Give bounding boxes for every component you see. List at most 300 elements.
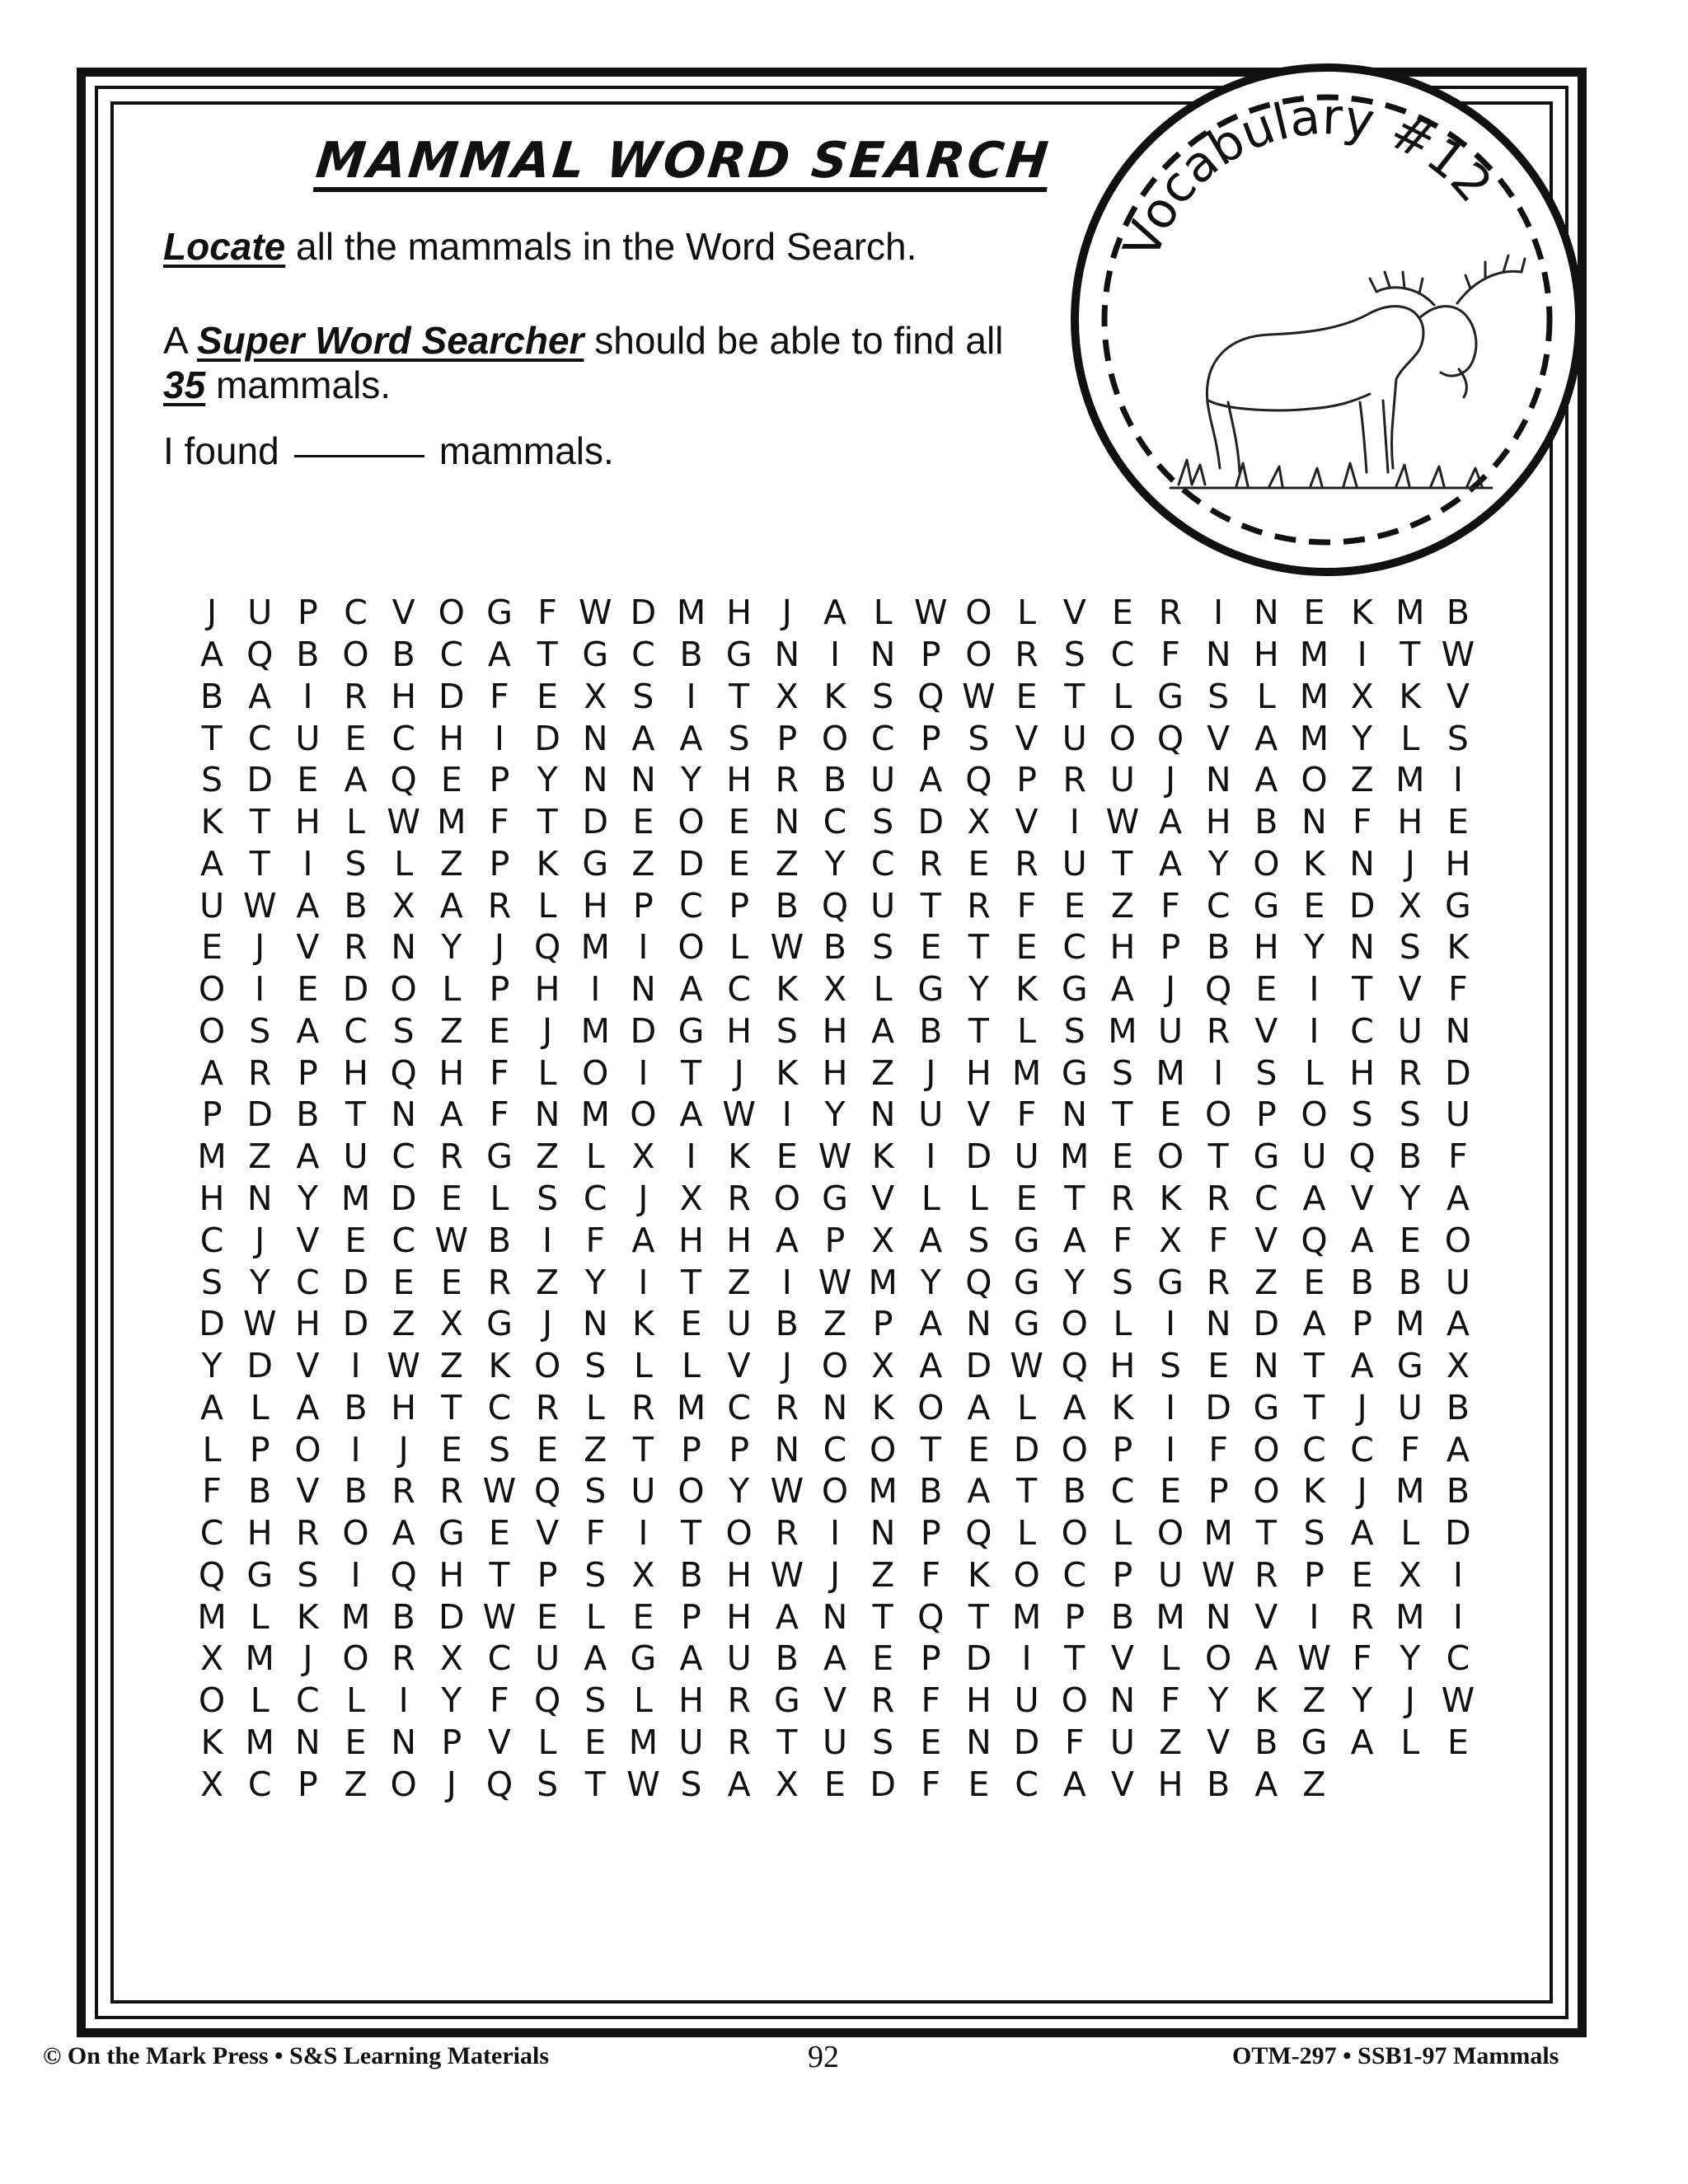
grid-letter[interactable]: O [1253, 1429, 1280, 1469]
grid-letter[interactable]: E [297, 969, 319, 1010]
grid-letter[interactable]: P [1352, 1304, 1372, 1344]
grid-letter[interactable]: I [638, 927, 649, 968]
grid-letter[interactable]: Q [485, 1764, 513, 1804]
grid-letter[interactable]: H [246, 1513, 273, 1554]
grid-letter[interactable]: P [872, 1304, 893, 1344]
grid-letter[interactable]: B [823, 927, 847, 968]
grid-letter[interactable]: U [199, 885, 225, 926]
grid-letter[interactable]: E [1111, 593, 1133, 633]
grid-letter[interactable]: K [967, 1554, 990, 1595]
grid-letter[interactable]: E [1303, 1262, 1325, 1302]
grid-letter[interactable]: B [775, 1638, 799, 1679]
grid-letter[interactable]: E [920, 1722, 942, 1762]
grid-letter[interactable]: I [1309, 969, 1320, 1010]
grid-letter[interactable]: B [200, 676, 224, 716]
grid-letter[interactable]: A [200, 1387, 224, 1427]
grid-letter[interactable]: R [775, 760, 799, 800]
grid-letter[interactable]: O [198, 969, 226, 1010]
grid-letter[interactable]: J [1165, 760, 1176, 800]
grid-letter[interactable]: T [1112, 843, 1133, 883]
grid-letter[interactable]: I [686, 676, 696, 716]
grid-letter[interactable]: F [1016, 1094, 1037, 1135]
grid-letter[interactable]: O [1205, 1094, 1232, 1135]
grid-letter[interactable]: C [583, 1178, 607, 1218]
grid-letter[interactable]: S [632, 676, 654, 716]
grid-letter[interactable]: Y [1303, 927, 1325, 968]
grid-letter[interactable]: L [250, 1680, 270, 1721]
grid-letter[interactable]: W [1297, 1638, 1331, 1679]
grid-letter[interactable]: E [489, 1010, 510, 1051]
grid-letter[interactable]: E [776, 1137, 798, 1177]
grid-letter[interactable]: L [1160, 1638, 1180, 1679]
grid-letter[interactable]: A [919, 1220, 943, 1260]
grid-letter[interactable]: O [870, 1429, 897, 1469]
grid-letter[interactable]: I [255, 969, 265, 1010]
grid-letter[interactable]: E [1015, 676, 1038, 716]
grid-letter[interactable]: Z [392, 1304, 415, 1344]
grid-letter[interactable]: P [489, 969, 510, 1010]
grid-letter[interactable]: Q [917, 676, 945, 716]
grid-letter[interactable]: A [1062, 1387, 1086, 1427]
grid-letter[interactable]: S [297, 1554, 319, 1595]
grid-letter[interactable]: W [434, 1220, 469, 1260]
grid-letter[interactable]: Q [1301, 1220, 1328, 1260]
grid-letter[interactable]: N [582, 1304, 608, 1344]
grid-letter[interactable]: A [1302, 1178, 1326, 1218]
grid-letter[interactable]: Z [536, 1262, 560, 1302]
grid-letter[interactable]: S [968, 718, 990, 758]
grid-letter[interactable]: K [296, 1596, 319, 1637]
grid-letter[interactable]: R [1015, 843, 1039, 883]
grid-letter[interactable]: F [1160, 1680, 1180, 1721]
grid-letter[interactable]: A [344, 760, 368, 800]
grid-letter[interactable]: B [296, 635, 320, 675]
grid-letter[interactable]: N [1301, 802, 1327, 842]
grid-letter[interactable]: F [1352, 1638, 1372, 1679]
grid-letter[interactable]: I [302, 676, 313, 716]
grid-letter[interactable]: I [829, 1513, 841, 1554]
grid-letter[interactable]: I [1452, 760, 1463, 800]
grid-letter[interactable]: Z [1254, 1262, 1278, 1302]
grid-letter[interactable]: N [391, 927, 416, 968]
grid-letter[interactable]: T [681, 1262, 702, 1302]
grid-letter[interactable]: Q [390, 760, 417, 800]
grid-letter[interactable]: X [584, 676, 607, 716]
grid-letter[interactable]: K [1351, 593, 1374, 633]
grid-letter[interactable]: M [340, 1596, 371, 1637]
grid-letter[interactable]: S [1447, 718, 1469, 758]
grid-letter[interactable]: H [726, 593, 753, 633]
grid-letter[interactable]: Y [1207, 1680, 1229, 1721]
grid-letter[interactable]: L [1017, 1513, 1036, 1554]
grid-letter[interactable]: V [823, 1680, 847, 1721]
grid-letter[interactable]: P [1160, 927, 1181, 968]
grid-letter[interactable]: O [821, 718, 849, 758]
grid-letter[interactable]: X [439, 1638, 463, 1679]
grid-letter[interactable]: F [490, 676, 509, 716]
grid-letter[interactable]: I [1452, 1596, 1463, 1637]
grid-letter[interactable]: M [245, 1638, 274, 1679]
grid-letter[interactable]: Q [390, 1052, 417, 1093]
grid-letter[interactable]: W [626, 1764, 660, 1804]
grid-letter[interactable]: H [1253, 927, 1279, 968]
grid-letter[interactable]: T [489, 1554, 510, 1595]
grid-letter[interactable]: L [1400, 718, 1420, 758]
grid-letter[interactable]: G [1157, 676, 1184, 716]
grid-letter[interactable]: N [870, 635, 896, 675]
grid-letter[interactable]: T [1016, 1471, 1038, 1511]
grid-letter[interactable]: Q [198, 1554, 226, 1595]
grid-letter[interactable]: X [775, 1764, 799, 1804]
grid-letter[interactable]: H [1157, 1764, 1184, 1804]
grid-letter[interactable]: N [391, 1722, 416, 1762]
grid-letter[interactable]: U [870, 760, 896, 800]
grid-letter[interactable]: C [823, 1429, 847, 1469]
grid-letter[interactable]: C [727, 1387, 752, 1427]
grid-letter[interactable]: B [1446, 1387, 1470, 1427]
grid-letter[interactable]: E [1160, 1471, 1181, 1511]
grid-letter[interactable]: W [770, 927, 804, 968]
grid-letter[interactable]: P [249, 1429, 270, 1469]
grid-letter[interactable]: C [1062, 927, 1087, 968]
grid-letter[interactable]: T [968, 1010, 989, 1051]
grid-letter[interactable]: G [1253, 885, 1280, 926]
grid-letter[interactable]: O [342, 635, 369, 675]
grid-letter[interactable]: H [822, 1010, 848, 1051]
grid-letter[interactable]: A [919, 1346, 943, 1386]
grid-letter[interactable]: R [296, 1513, 320, 1554]
grid-letter[interactable]: W [387, 1346, 420, 1386]
grid-letter[interactable]: B [1254, 802, 1278, 842]
grid-letter[interactable]: X [1158, 1220, 1183, 1260]
grid-letter[interactable]: M [580, 1010, 610, 1051]
grid-letter[interactable]: I [1021, 1638, 1032, 1679]
grid-letter[interactable]: E [1351, 1554, 1373, 1595]
grid-letter[interactable]: T [729, 676, 750, 716]
grid-letter[interactable]: T [1255, 1513, 1277, 1554]
grid-letter[interactable]: J [781, 593, 792, 633]
grid-letter[interactable]: L [490, 1178, 509, 1218]
grid-letter[interactable]: B [1254, 1722, 1278, 1762]
grid-letter[interactable]: S [1111, 1262, 1133, 1302]
grid-letter[interactable]: I [638, 1513, 649, 1554]
grid-letter[interactable]: G [246, 1554, 274, 1595]
grid-letter[interactable]: R [727, 1178, 751, 1218]
grid-letter[interactable]: M [1299, 635, 1329, 675]
word-search-grid[interactable] [188, 592, 1482, 1805]
grid-letter[interactable]: O [965, 593, 992, 633]
grid-letter[interactable]: F [921, 1764, 941, 1804]
grid-letter[interactable]: L [1256, 676, 1276, 716]
grid-letter[interactable]: U [1445, 1262, 1470, 1302]
grid-letter[interactable]: A [823, 1638, 847, 1679]
grid-letter[interactable]: S [584, 1680, 607, 1721]
grid-letter[interactable]: G [582, 635, 609, 675]
grid-letter[interactable]: E [728, 843, 750, 883]
grid-letter[interactable]: P [920, 1638, 941, 1679]
grid-letter[interactable]: A [1302, 1304, 1326, 1344]
grid-letter[interactable]: L [537, 1052, 557, 1093]
grid-letter[interactable]: O [390, 969, 417, 1010]
grid-letter[interactable]: P [633, 885, 654, 926]
grid-letter[interactable]: R [775, 1513, 799, 1554]
grid-letter[interactable]: H [726, 1596, 753, 1637]
grid-letter[interactable]: X [392, 885, 415, 926]
grid-letter[interactable]: I [1069, 802, 1080, 842]
grid-letter[interactable]: R [1398, 1052, 1423, 1093]
grid-letter[interactable]: M [868, 1262, 898, 1302]
grid-letter[interactable]: M [197, 1137, 227, 1177]
grid-letter[interactable]: S [201, 1262, 223, 1302]
grid-letter[interactable]: V [1446, 676, 1470, 716]
grid-letter[interactable]: R [247, 1052, 272, 1093]
grid-letter[interactable]: L [633, 1680, 653, 1721]
grid-letter[interactable]: H [678, 1680, 704, 1721]
grid-letter[interactable]: D [1013, 1722, 1040, 1762]
grid-letter[interactable]: I [590, 969, 601, 1010]
grid-letter[interactable]: H [534, 969, 560, 1010]
grid-letter[interactable]: S [537, 1178, 559, 1218]
grid-letter[interactable]: R [1062, 760, 1086, 800]
grid-letter[interactable]: E [1447, 802, 1469, 842]
grid-letter[interactable]: Y [584, 1262, 606, 1302]
grid-letter[interactable]: L [1017, 1387, 1036, 1427]
grid-letter[interactable]: L [1113, 676, 1132, 716]
grid-letter[interactable]: Z [871, 1554, 895, 1595]
grid-letter[interactable]: H [1349, 1052, 1376, 1093]
grid-letter[interactable]: O [1061, 1304, 1088, 1344]
grid-letter[interactable]: F [585, 1220, 606, 1260]
grid-letter[interactable]: W [914, 593, 948, 633]
grid-letter[interactable]: F [921, 1680, 941, 1721]
grid-letter[interactable]: A [296, 1387, 320, 1427]
grid-letter[interactable]: F [585, 1513, 606, 1554]
grid-letter[interactable]: F [202, 1471, 222, 1511]
grid-letter[interactable]: G [773, 1680, 800, 1721]
grid-letter[interactable]: H [438, 1554, 465, 1595]
grid-letter[interactable]: M [1011, 1052, 1042, 1093]
grid-letter[interactable]: A [775, 1220, 799, 1260]
grid-letter[interactable]: C [487, 1638, 512, 1679]
grid-letter[interactable]: D [917, 802, 945, 842]
grid-letter[interactable]: X [1350, 676, 1374, 716]
grid-letter[interactable]: L [250, 1596, 270, 1637]
grid-letter[interactable]: Q [821, 885, 849, 926]
grid-letter[interactable]: B [679, 635, 703, 675]
grid-letter[interactable]: V [1062, 593, 1086, 633]
grid-letter[interactable]: O [438, 593, 465, 633]
grid-letter[interactable]: J [781, 1346, 792, 1386]
grid-letter[interactable]: I [1165, 1387, 1176, 1427]
grid-letter[interactable]: P [920, 718, 941, 758]
grid-letter[interactable]: G [1301, 1722, 1328, 1762]
grid-letter[interactable]: N [246, 1178, 273, 1218]
grid-letter[interactable]: A [1350, 1722, 1374, 1762]
grid-letter[interactable]: S [1207, 676, 1230, 716]
grid-letter[interactable]: V [1207, 718, 1231, 758]
grid-letter[interactable]: Y [441, 1680, 462, 1721]
grid-letter[interactable]: Q [533, 1471, 561, 1511]
grid-letter[interactable]: C [1062, 1554, 1087, 1595]
grid-letter[interactable]: P [729, 885, 750, 926]
grid-letter[interactable]: C [296, 1262, 320, 1302]
grid-letter[interactable]: D [534, 718, 560, 758]
grid-letter[interactable]: V [296, 927, 320, 968]
grid-letter[interactable]: Q [965, 1513, 992, 1554]
grid-letter[interactable]: D [678, 843, 705, 883]
grid-letter[interactable]: R [344, 927, 368, 968]
grid-letter[interactable]: G [822, 1178, 848, 1218]
grid-letter[interactable]: L [1400, 1513, 1420, 1554]
grid-letter[interactable]: R [1206, 1010, 1231, 1051]
grid-letter[interactable]: R [1015, 635, 1039, 675]
grid-letter[interactable]: P [1255, 1094, 1277, 1135]
grid-letter[interactable]: G [486, 1137, 513, 1177]
grid-letter[interactable]: B [919, 1471, 943, 1511]
grid-letter[interactable]: S [1303, 1513, 1325, 1554]
grid-letter[interactable]: I [302, 843, 313, 883]
grid-letter[interactable]: F [1208, 1429, 1228, 1469]
grid-letter[interactable]: P [776, 718, 798, 758]
grid-letter[interactable]: D [965, 1638, 992, 1679]
grid-letter[interactable]: T [1064, 1638, 1085, 1679]
grid-letter[interactable]: S [872, 802, 894, 842]
grid-letter[interactable]: I [1165, 1304, 1176, 1344]
grid-letter[interactable]: M [1395, 593, 1425, 633]
grid-letter[interactable]: E [1255, 969, 1278, 1010]
grid-letter[interactable]: J [829, 1554, 841, 1595]
grid-letter[interactable]: Z [344, 1764, 368, 1804]
grid-letter[interactable]: B [919, 1010, 943, 1051]
grid-letter[interactable]: L [585, 1387, 605, 1427]
grid-letter[interactable]: X [871, 1220, 895, 1260]
grid-letter[interactable]: R [727, 1722, 751, 1762]
grid-letter[interactable]: P [1112, 1554, 1133, 1595]
grid-letter[interactable]: Q [965, 1262, 992, 1302]
grid-letter[interactable]: N [774, 802, 800, 842]
grid-letter[interactable]: L [1017, 1010, 1036, 1051]
grid-letter[interactable]: H [966, 1052, 992, 1093]
grid-letter[interactable]: O [821, 1346, 849, 1386]
grid-letter[interactable]: X [871, 1346, 895, 1386]
grid-letter[interactable]: A [967, 1387, 991, 1427]
grid-letter[interactable]: S [1351, 1094, 1373, 1135]
grid-letter[interactable]: K [200, 1722, 223, 1762]
grid-letter[interactable]: J [255, 927, 265, 968]
grid-letter[interactable]: P [1304, 1554, 1325, 1595]
found-answer-blank[interactable] [294, 455, 424, 457]
grid-letter[interactable]: A [1254, 1764, 1278, 1804]
grid-letter[interactable]: S [968, 1220, 990, 1260]
grid-letter[interactable]: B [1207, 1764, 1231, 1804]
grid-letter[interactable]: G [1253, 1137, 1280, 1177]
grid-letter[interactable]: A [200, 843, 224, 883]
grid-letter[interactable]: D [246, 1094, 273, 1135]
grid-letter[interactable]: S [1111, 1052, 1133, 1093]
grid-letter[interactable]: V [296, 1346, 320, 1386]
grid-letter[interactable]: T [1064, 676, 1085, 716]
grid-letter[interactable]: G [1013, 1304, 1040, 1344]
grid-letter[interactable]: P [681, 1596, 701, 1637]
grid-letter[interactable]: I [638, 1262, 649, 1302]
grid-letter[interactable]: H [199, 1178, 225, 1218]
grid-letter[interactable]: Y [824, 1094, 846, 1135]
grid-letter[interactable]: M [197, 1596, 227, 1637]
grid-letter[interactable]: C [296, 1680, 320, 1721]
grid-letter[interactable]: R [727, 1680, 751, 1721]
grid-letter[interactable]: F [1448, 1137, 1468, 1177]
grid-letter[interactable]: J [1357, 1471, 1367, 1511]
grid-letter[interactable]: S [728, 718, 750, 758]
grid-letter[interactable]: H [678, 1220, 704, 1260]
grid-letter[interactable]: U [870, 885, 896, 926]
grid-letter[interactable]: D [582, 802, 609, 842]
grid-letter[interactable]: S [537, 1764, 559, 1804]
grid-letter[interactable]: E [440, 760, 462, 800]
grid-letter[interactable]: T [776, 1722, 798, 1762]
grid-letter[interactable]: F [1064, 1722, 1085, 1762]
grid-letter[interactable]: S [776, 1010, 798, 1051]
grid-letter[interactable]: N [774, 1429, 800, 1469]
grid-letter[interactable]: E [1399, 1220, 1421, 1260]
grid-letter[interactable]: A [1350, 1220, 1374, 1260]
grid-letter[interactable]: H [1253, 635, 1279, 675]
grid-letter[interactable]: A [679, 1094, 703, 1135]
grid-letter[interactable]: T [537, 802, 558, 842]
grid-letter[interactable]: H [1445, 843, 1471, 883]
grid-letter[interactable]: Z [631, 843, 655, 883]
grid-letter[interactable]: E [824, 1764, 846, 1804]
grid-letter[interactable]: I [781, 1262, 792, 1302]
grid-letter[interactable]: G [917, 969, 945, 1010]
grid-letter[interactable]: E [920, 927, 942, 968]
grid-letter[interactable]: W [818, 1262, 852, 1302]
grid-letter[interactable]: N [1445, 1010, 1471, 1051]
grid-letter[interactable]: S [872, 1722, 894, 1762]
grid-letter[interactable]: G [582, 843, 609, 883]
grid-letter[interactable]: P [297, 1052, 318, 1093]
grid-letter[interactable]: Z [536, 1137, 560, 1177]
grid-letter[interactable]: T [345, 1094, 367, 1135]
grid-letter[interactable]: H [726, 1220, 753, 1260]
grid-letter[interactable]: O [1301, 1094, 1328, 1135]
grid-letter[interactable]: E [872, 1638, 894, 1679]
grid-letter[interactable]: C [679, 885, 703, 926]
grid-letter[interactable]: J [494, 927, 504, 968]
grid-letter[interactable]: A [200, 635, 224, 675]
grid-letter[interactable]: O [342, 1638, 369, 1679]
grid-letter[interactable]: U [1397, 1010, 1423, 1051]
grid-letter[interactable]: F [537, 593, 557, 633]
grid-letter[interactable]: U [1014, 1680, 1039, 1721]
grid-letter[interactable]: L [633, 1346, 653, 1386]
grid-letter[interactable]: V [1015, 802, 1039, 842]
grid-letter[interactable]: U [918, 1094, 944, 1135]
grid-letter[interactable]: C [392, 718, 415, 758]
grid-letter[interactable]: S [1255, 1052, 1278, 1093]
grid-letter[interactable]: A [1110, 969, 1134, 1010]
grid-letter[interactable]: F [490, 802, 509, 842]
grid-letter[interactable]: S [201, 760, 223, 800]
grid-letter[interactable]: E [968, 1429, 990, 1469]
grid-letter[interactable]: R [1206, 1262, 1231, 1302]
grid-letter[interactable]: L [1113, 1513, 1132, 1554]
grid-letter[interactable]: E [440, 1429, 462, 1469]
grid-letter[interactable]: A [967, 1471, 991, 1511]
grid-letter[interactable]: Y [1352, 1680, 1373, 1721]
grid-letter[interactable]: A [1062, 1764, 1086, 1804]
grid-letter[interactable]: B [1350, 1262, 1374, 1302]
